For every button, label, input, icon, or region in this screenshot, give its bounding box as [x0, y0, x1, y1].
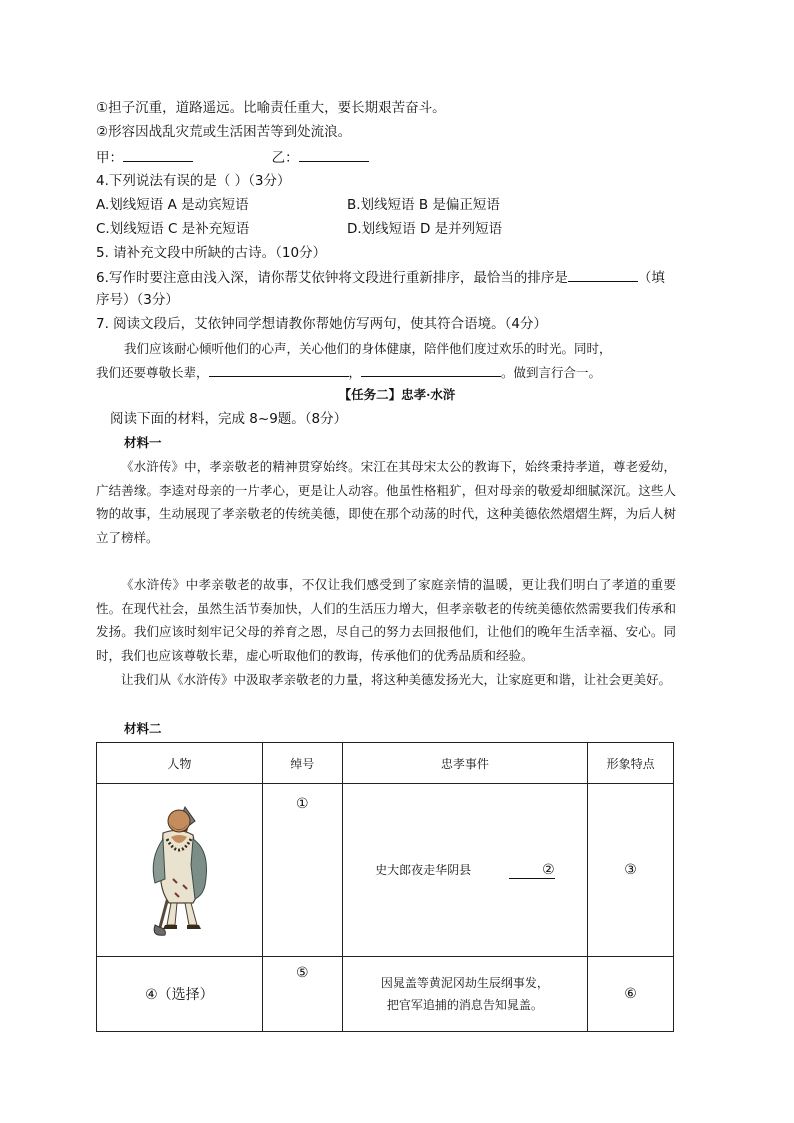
nickname-cell-2: [262, 957, 342, 1032]
event-blank-2[interactable]: [509, 862, 555, 879]
material1-paragraph-1: 《水浒传》中，孝亲敬老的精神贯穿始终。宋江在其母宋太公的教诲下，始终秉持孝道，尊老爱幼，广结善缘。李逵对母亲的一片孝心，更是让人动容。他虽性格粗犷，但对母亲的敬爱却细腻深沉。这些人物的故事，生动展现了孝亲敬老的传统美德，即使在那个动荡的时代，这种美德依然熠熠生辉，为后人树立了榜样。: [96, 459, 676, 545]
q6-tail: （填: [637, 270, 665, 286]
person-cell-2: [97, 957, 263, 1032]
trait-marker-1: ③: [624, 862, 637, 878]
event-text-1: 史大郎夜走华阴县: [375, 863, 472, 877]
jia-blank[interactable]: [123, 147, 193, 162]
nickname-marker-1: ①: [295, 796, 309, 812]
q7-blank-1[interactable]: [209, 362, 349, 377]
nickname-marker-2: ⑤: [295, 965, 309, 981]
character-illustration-cell: [97, 784, 263, 957]
material1-paragraph-2: 《水浒传》中孝亲敬老的故事，不仅让我们感受到了家庭亲情的温暖，更让我们明白了孝道的重要性。在现代社会，虽然生活节奏加快，人们的生活压力增大，但孝亲敬老的传统美德依然需要我们传承和发扬。我们应该时刻牢记父母的养育之恩，尽自己的努力去回报他们，让他们的晚年生活幸福、安心。同时，我们也应该尊敬长辈，虚心听取他们的教诲，传承他们的优秀品质和经验。: [96, 577, 676, 663]
question-5: 5. 请补充文段中所缺的古诗。（10分）: [96, 245, 327, 261]
header-trait: 形象特点: [588, 743, 674, 784]
yi-label: 乙：: [271, 150, 299, 166]
jia-label: 甲：: [96, 150, 123, 166]
definition-2: ②形容因战乱灾荒或生活困苦等到处流浪。: [96, 124, 352, 140]
q4-option-c: C.划线短语 C 是补充短语: [96, 221, 250, 237]
q7-passage-line1: 我们应该耐心倾听他们的心声，关心他们的身体健康，陪伴他们度过欢乐的时光。同时，: [124, 341, 612, 356]
trait-cell-1: [588, 784, 674, 957]
q4-option-d: D.划线短语 D 是并列短语: [347, 221, 503, 237]
q7-line2-start: 我们还要尊敬长辈，: [96, 365, 209, 380]
q6-blank[interactable]: [568, 267, 638, 282]
event-cell-1: [342, 784, 588, 957]
answer-row: [96, 147, 369, 168]
header-event: 忠孝事件: [342, 743, 588, 784]
definition-1: ①担子沉重，道路遥远。比喻责任重大，要长期艰苦奋斗。: [96, 100, 446, 116]
header-nickname: 绰号: [262, 743, 342, 784]
table-row: [97, 784, 674, 957]
header-person: 人物: [97, 743, 263, 784]
q6-text: 6.写作时要注意由浅入深，请你帮艾依钟将文段进行重新排序，最恰当的排序是: [96, 270, 568, 286]
event-text-2b: 把官军追捕的消息告知晁盖。: [386, 998, 543, 1012]
task2-instruction: 阅读下面的材料，完成 8~9题。（8分）: [110, 411, 348, 427]
person-marker-2: ④（选择）: [145, 987, 214, 1003]
q7-blank-2[interactable]: [361, 362, 501, 377]
trait-cell-2: [588, 957, 674, 1032]
q7-line2-end: 。做到言行合一。: [501, 365, 602, 380]
trait-marker-2: ⑥: [624, 986, 637, 1002]
monk-warrior-figure-icon: [129, 799, 229, 939]
table-header-row: [97, 743, 674, 784]
nickname-cell-1: [262, 784, 342, 957]
q4-option-a: A.划线短语 A 是动宾短语: [96, 197, 249, 213]
table-row: [97, 957, 674, 1032]
question-6-line1: [96, 267, 665, 288]
q7-comma: ，: [348, 365, 362, 380]
yi-blank[interactable]: [299, 147, 369, 162]
q4-option-b: B.划线短语 B 是偏正短语: [347, 197, 500, 213]
material2-label: 材料二: [124, 721, 162, 736]
material1-label: 材料一: [124, 435, 162, 450]
question-4: 4.下列说法有误的是（ ）（3分）: [96, 173, 291, 189]
task2-title: 【任务二】忠孝·水浒: [338, 387, 456, 402]
material2-table: [96, 742, 674, 1032]
question-6-line2: 序号）（3分）: [96, 292, 179, 308]
question-7: 7. 阅读文段后，艾依钟同学想请教你帮她仿写两句，使其符合语境。（4分）: [96, 316, 548, 332]
material1-paragraph-3: 让我们从《水浒传》中汲取孝亲敬老的力量，将这种美德发扬光大，让家庭更和谐，让社会更美好。: [121, 672, 672, 687]
event-cell-2: [342, 957, 588, 1032]
q7-passage-line2: [96, 362, 601, 383]
event-blank-marker: ②: [542, 862, 555, 878]
event-text-2a: 因晁盖等黄泥冈劫生辰纲事发，: [380, 976, 549, 990]
